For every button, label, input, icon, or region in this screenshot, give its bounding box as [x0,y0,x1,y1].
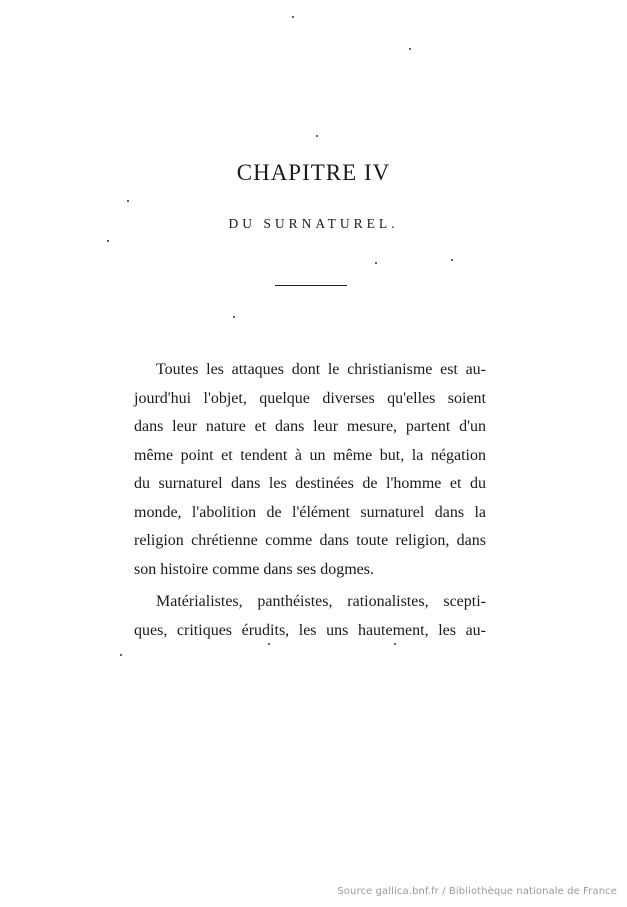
text-line: son histoire comme dans ses dogmes. [134,560,374,578]
scan-speck [127,200,129,202]
text-line: du surnaturel dans les destinées de l'homme et du [134,475,486,492]
scan-speck [120,654,122,656]
text-line: religion chrétienne comme dans toute religion, dans [134,532,486,549]
chapter-divider [275,285,347,286]
scan-speck [409,48,411,50]
scan-speck [233,316,235,318]
text-line: jourd'hui l'objet, quelque diverses qu'elles soient [134,389,486,407]
scan-speck [451,259,453,261]
scan-speck [292,16,294,18]
paragraph-2 [134,588,486,645]
scan-speck [268,643,270,645]
scan-speck [375,262,377,264]
text-line: ques, critiques érudits, les uns hautement, les au- [134,621,486,639]
chapter-title: CHAPITRE IV [236,160,391,185]
scan-speck [316,135,318,137]
text-line: Matérialistes, panthéistes, rationalistes, scepti- [156,593,486,610]
body-text [134,356,486,645]
text-line: monde, l'abolition de l'élément surnaturel dans la [134,503,486,521]
chapter-subtitle: DU SURNATUREL. [228,216,399,231]
source-attribution: Source gallica.bnf.fr / Bibliothèque nationale de France [337,886,617,897]
paragraph-1 [134,356,486,584]
text-line: même point et tendent à un même but, la négation [134,446,486,464]
text-line: dans leur nature et dans leur mesure, partent d'un [134,418,486,435]
scan-speck [394,643,396,645]
scan-speck [107,240,109,242]
text-line: Toutes les attaques dont le christianisme est au- [156,361,486,378]
